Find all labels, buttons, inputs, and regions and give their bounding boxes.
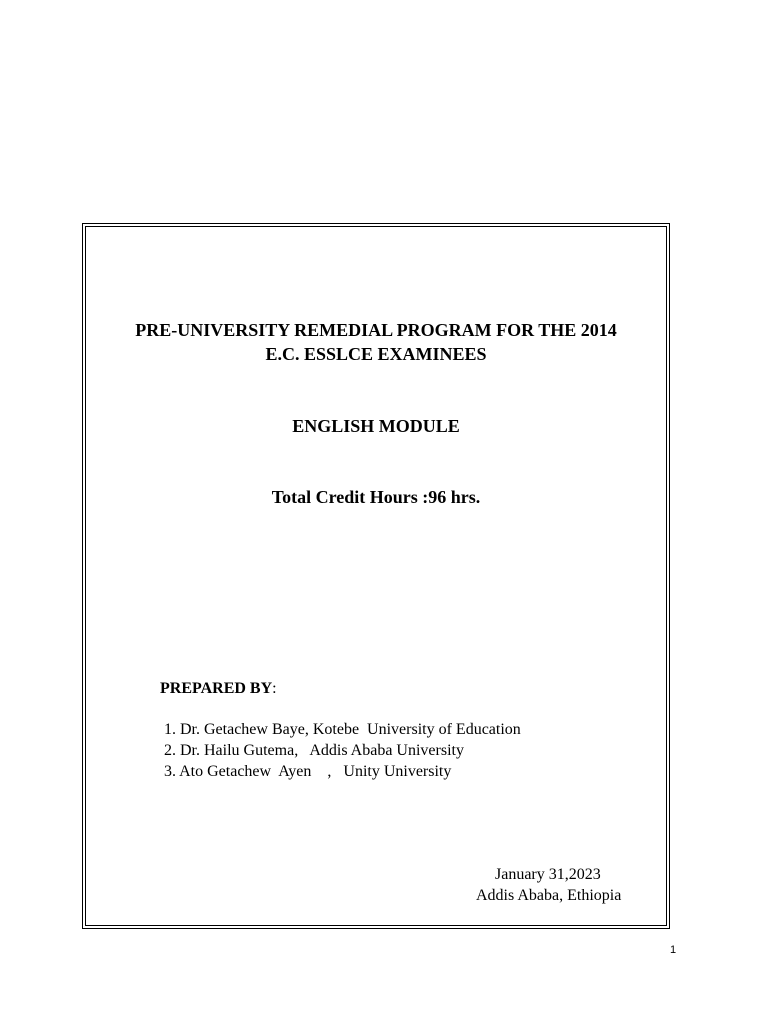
prepared-by-label: PREPARED BY bbox=[160, 680, 273, 697]
title-line-1: PRE-UNIVERSITY REMEDIAL PROGRAM FOR THE 2014 bbox=[135, 320, 617, 340]
author-list bbox=[164, 719, 521, 782]
prepared-by-colon: : bbox=[272, 680, 277, 697]
date-place-block bbox=[476, 864, 621, 906]
author-item: 1. Dr. Getachew Baye, Kotebe University of Education bbox=[164, 721, 521, 738]
document-place: Addis Ababa, Ethiopia bbox=[476, 887, 622, 904]
prepared-by-heading bbox=[160, 678, 277, 700]
author-item: 2. Dr. Hailu Gutema, Addis Ababa University bbox=[164, 742, 464, 759]
module-subject: ENGLISH MODULE bbox=[292, 416, 460, 436]
page-number: 1 bbox=[670, 944, 677, 956]
author-item: 3. Ato Getachew Ayen , Unity University bbox=[164, 763, 452, 780]
document-date: January 31,2023 bbox=[495, 866, 601, 883]
credit-hours: Total Credit Hours :96 hrs. bbox=[271, 487, 481, 507]
document-title bbox=[85, 318, 667, 366]
title-line-2: E.C. ESSLCE EXAMINEES bbox=[265, 344, 487, 364]
